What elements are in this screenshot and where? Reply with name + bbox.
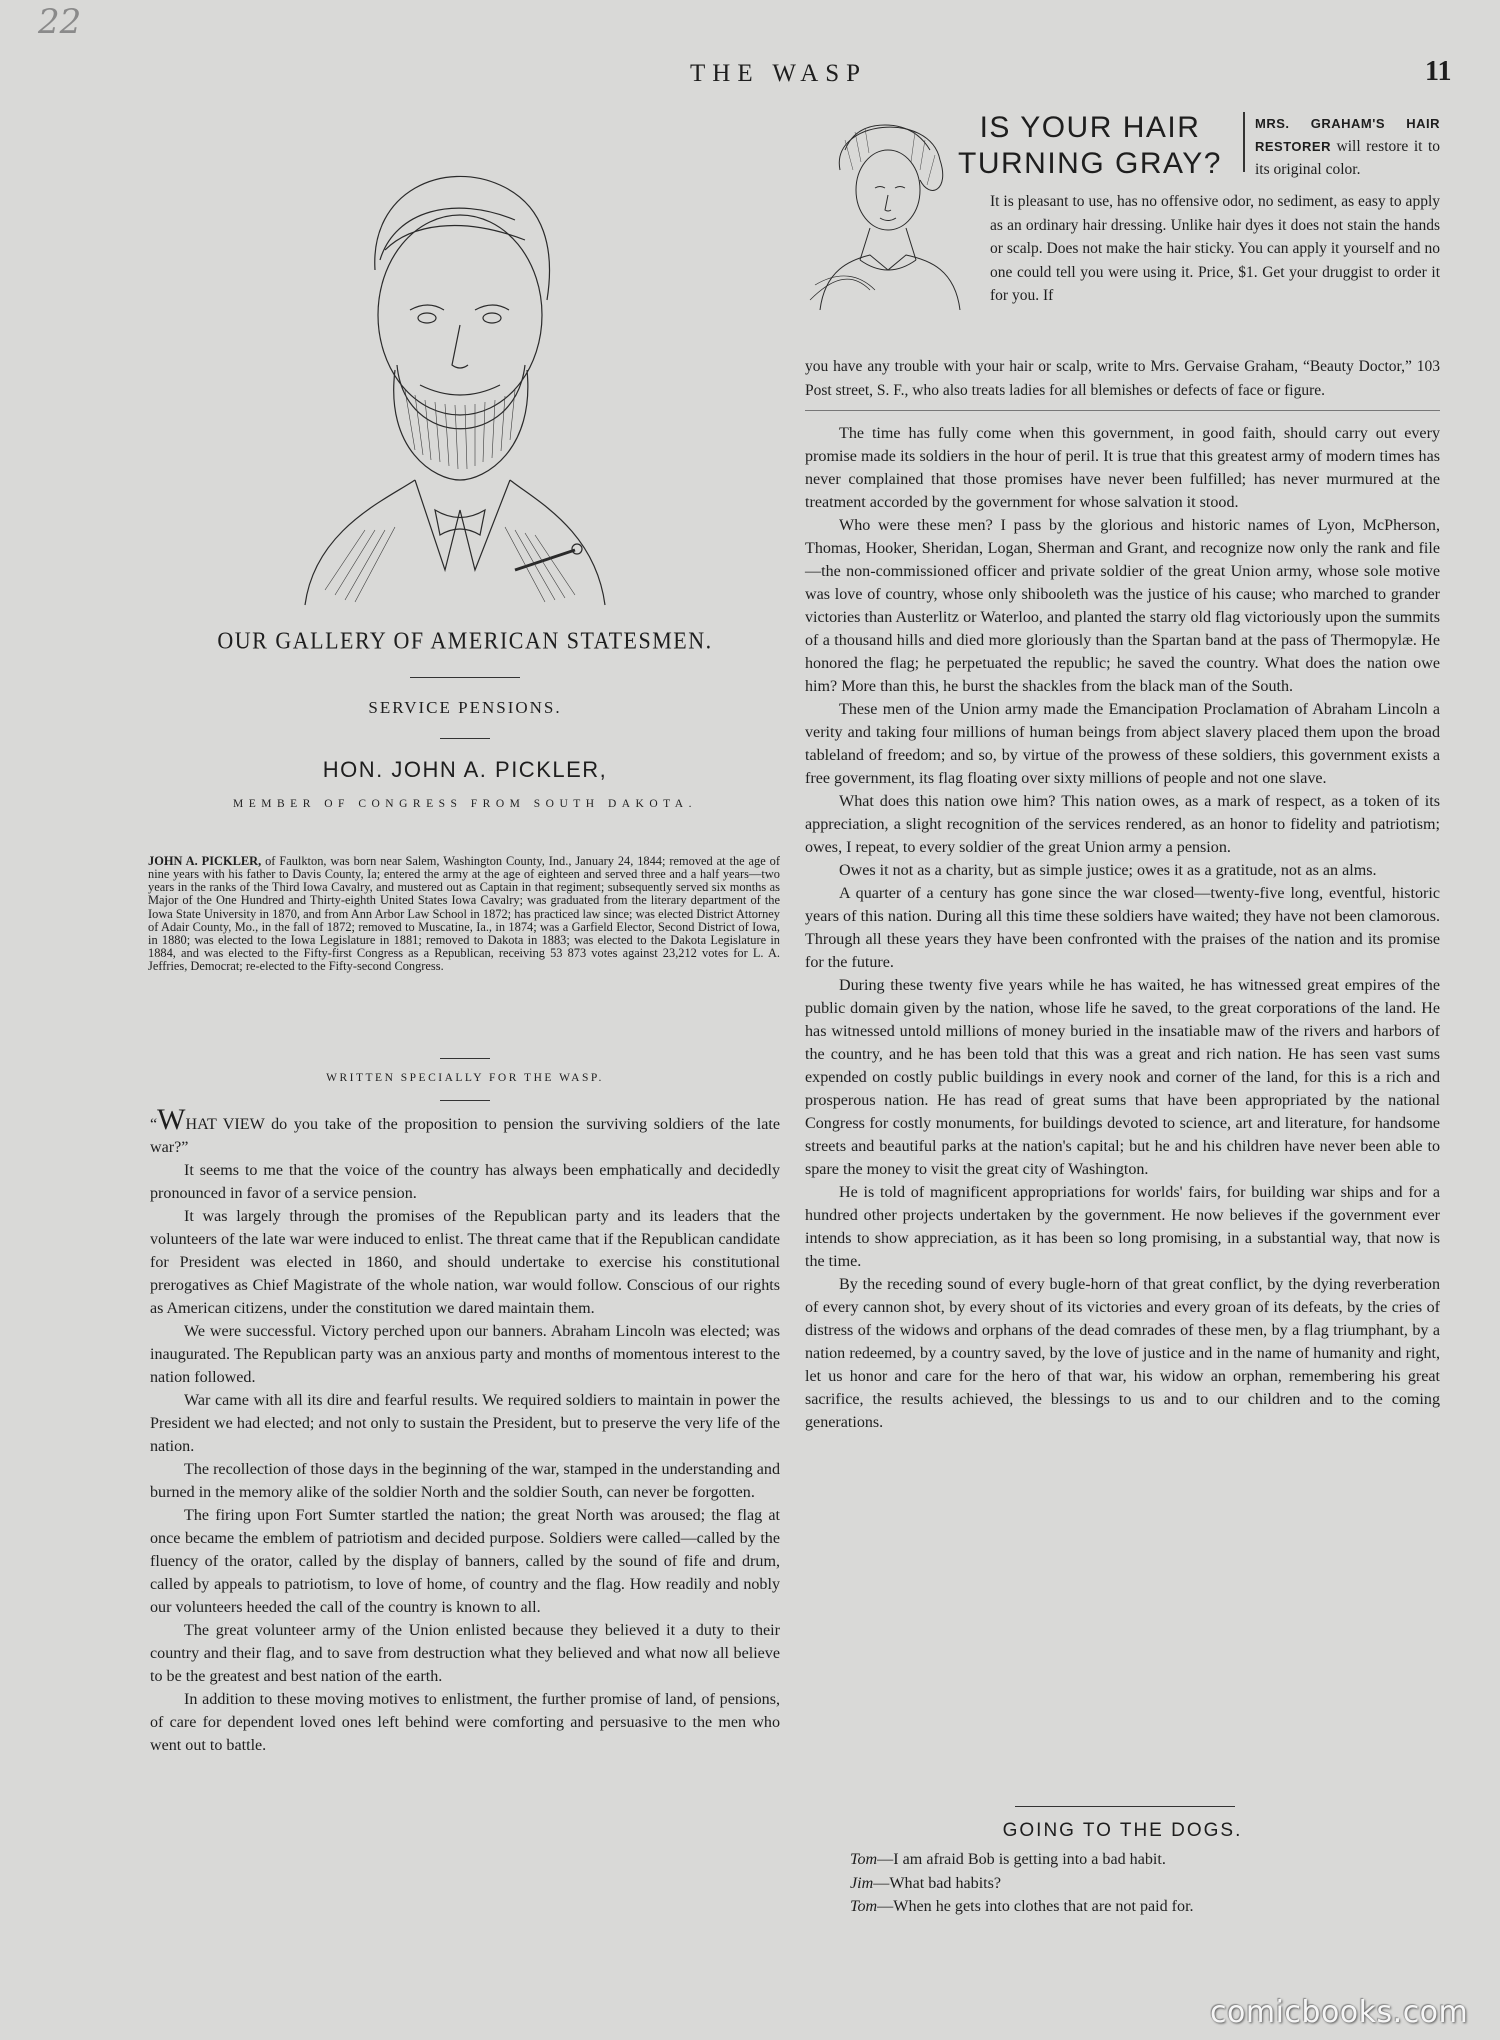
drop-cap: W [157, 1103, 186, 1136]
ad-headline [940, 110, 1240, 182]
joke-dialog [850, 1848, 1440, 1919]
statesman-name: HON. JOHN A. PICKLER, [322, 757, 608, 782]
joke-title: GOING TO THE DOGS. [1002, 1820, 1243, 1841]
ad-product-claim: will restore it to its original color. [1255, 138, 1440, 178]
ad-product-name: MRS. GRAHAM'S HAIR RESTORER [1255, 116, 1440, 154]
article-paragraph: The time has fully come when this government, in good faith, should carry out every promise made its soldiers in the hour of peril. It is true that this greatest army of modern times has never complained that those promises have never been fulfilled; has never murmured at the treatment accorded by the government for whose salvation it stood. [805, 425, 1440, 511]
dialog-speaker: Jim [850, 1874, 874, 1892]
dialog-text: —I am afraid Bob is getting into a bad habit. [877, 1851, 1166, 1868]
page-number: 11 [1425, 56, 1452, 87]
byline: WRITTEN SPECIALLY FOR THE WASP. [326, 1072, 604, 1084]
article-left-column [150, 1103, 780, 1757]
article-paragraph: By the receding sound of every bugle-horn of that great conflict, by the dying reverberation of every cannon shot, by every shout of its victories and every groan of its defeats, by the cries of distress of the widows and orphans of the dead comrades of these men, by a flag triumphant, by a nation redeemed, by a country saved, by the love of justice and in the name of humanity and right, let us honor and care for the hero of that war, his widow an orphan, remembering his great sacrifice, the results achieved, the blessings to us and to our children and to the coming generations. [805, 1276, 1440, 1431]
divider [440, 1058, 490, 1059]
article-paragraph: We were successful. Victory perched upon our banners. Abraham Lincoln was elected; was inaugurated. The Republican party was an anxious party and months of momentous interest to the nation followed. [150, 1323, 780, 1386]
article-paragraph: A quarter of a century has gone since the war closed—twenty-five long, eventful, historic years of this nation. During all this time these soldiers have waited; they have not been clamorous. Through all these years they have been confronted with the praises of the nation and its promise for the future. [805, 885, 1440, 971]
article-paragraph: He is told of magnificent appropriations for worlds' fairs, for building war ships and for a hundred other projects undertaken by the government. He now believes if the government ever intends to show appreciation, as it has been so long promising, in a substantial way, that now is the time. [805, 1184, 1440, 1270]
bio-text: of Faulkton, was born near Salem, Washington County, Ind., January 24, 1844; removed at the age of nine years with his father to Davis County, Ia; entered the army at the age of eighteen and served three and a half years—two years in the ranks of the Third Iowa Cavalry, and mustered out as Captain in that regiment; subsequently served six months as Major of the One Hundred and Thirty-eighth United States Iowa Cavalry; was graduated from the literary department of the Iowa State University in 1870, and from Ann Arbor Law School in 1872; has practiced law since; was elected District Attorney of Adair County, Mo., in the fall of 1872; removed to Muscatine, Ia., in 1874; was a Garfield Elector, Second District of Iowa, in 1880; was elected to the Iowa Legislature in 1881; removed to Dakota in 1883; was elected to the Dakota Legislature in 1884, and was elected to the Fifty-first Congress as a Republican, receiving 53 873 votes against 23,212 votes for L. A. Jeffries, Democrat; re-elected to the Fifty-second Congress. [148, 854, 780, 974]
article-paragraph: The great volunteer army of the Union enlisted because they believed it a duty to their country and their flag, and to save from destruction what they believed and what now all believe to be the greatest and best nation of the earth. [150, 1622, 780, 1685]
statesman-bio [148, 855, 780, 973]
masthead: THE WASP [690, 60, 868, 87]
gallery-title: OUR GALLERY OF AMERICAN STATESMEN. [217, 626, 713, 655]
dialog-line [850, 1895, 1440, 1919]
ad-headline-line2: TURNING GRAY? [958, 147, 1222, 180]
divider [410, 677, 520, 678]
statesman-portrait [285, 150, 625, 610]
dialog-text: —What bad habits? [873, 1874, 1002, 1892]
article-paragraph: It seems to me that the voice of the country has always been emphatically and decidedly pronounced in favor of a service pension. [150, 1162, 780, 1202]
section-subtitle: SERVICE PENSIONS. [368, 698, 562, 717]
divider [1015, 1806, 1235, 1807]
article-paragraph: These men of the Union army made the Emancipation Proclamation of Abraham Lincoln a verity and taking four millions of human beings from abject slavery placed them upon the broad tableland of freedom; and so, by virtue of the prowess of these soldiers, this government exists a free government, its flag floating over sixty millions of people and not one slave. [805, 701, 1440, 787]
article-paragraph: What does this nation owe him? This nation owes, as a mark of respect, as a token of its appreciation, a slight recognition of the services rendered, as an honor to fidelity and patriotism; owes, I repeat, to every soldier of the great Union army a pension. [805, 793, 1440, 856]
dialog-speaker: Tom [850, 1851, 878, 1868]
article-paragraph: Owes it not as a charity, but as simple justice; owes it as a gratitude, not as an alms. [839, 862, 1377, 879]
article-paragraph: The firing upon Fort Sumter startled the nation; the great North was aroused; the flag at once became the emblem of patriotism and decided purpose. Soldiers were called—called by the fluency of the orator, called by the display of banners, called by the sound of fife and drum, called by appeals to patriotism, to love of home, of country and the flag. How readily and nobly our volunteers heeded the call of the country is known to all. [150, 1507, 780, 1616]
dialog-line [850, 1872, 1440, 1896]
ad-body: It is pleasant to use, has no offensive odor, no sediment, as easy to apply as an ordinary hair dressing. Unlike hair dyes it does not stain the hands or scalp. Does not make the hair sticky. You can apply it yourself and no one could tell you were using it. Price, $1. Get your druggist to order it for you. If [990, 193, 1440, 304]
divider [440, 1100, 490, 1101]
site-watermark: comicbooks.com [1210, 1995, 1469, 2030]
article-paragraph: It was largely through the promises of the Republican party and its leaders that the volunteers of the late war were induced to enlist. The threat came that if the Republican candidate for President was elected in 1860, and should undertake to exercise his constitutional prerogatives as Chief Magistrate of the whole nation, war would follow. Conscious of our rights as American citizens, under the constitution we dared maintain them. [150, 1208, 780, 1317]
opening-text: HAT VIEW do you take of the proposition to pension the surviving soldiers of the late war?” [150, 1116, 780, 1156]
divider [440, 738, 490, 739]
dialog-text: —When he gets into clothes that are not paid for. [877, 1898, 1194, 1915]
dialog-speaker: Tom [850, 1898, 878, 1915]
ad-product-intro [1255, 112, 1440, 181]
opening-quote: “ [150, 1116, 158, 1133]
article-paragraph: War came with all its dire and fearful results. We required soldiers to maintain in power the President we had elected; and not only to sustain the President, but to preserve the very life of the nation. [150, 1392, 780, 1455]
article-paragraph: Who were these men? I pass by the glorious and historic names of Lyon, McPherson, Thomas, Hooker, Sheridan, Logan, Sherman and Grant, and recognize now only the rank and file—the non-commissioned officer and private soldier of the great Union army, whose sole motive was love of country, whose only shibooleth was the justice of his cause; who marched to grander victories than Austerlitz or Waterloo, and planted the starry old flag victoriously upon the summits of a thousand hills and died more gloriously than the Spartan band at the pass of Thermopylæ. He honored the flag; he perpetuated the republic; he saved the country. What does the nation owe him? More than this, he burst the shackles from the black man of the South. [805, 517, 1440, 695]
ad-contact: you have any trouble with your hair or scalp, write to Mrs. Gervaise Graham, “Beauty Doctor,” 103 Post street, S. F., who also treats ladies for all blemishes or defects of face or figure. [805, 358, 1440, 399]
ad-headline-line1: IS YOUR HAIR [979, 111, 1201, 144]
divider [805, 410, 1440, 411]
statesman-office: MEMBER OF CONGRESS FROM SOUTH DAKOTA. [233, 798, 697, 810]
ad-divider [1243, 112, 1245, 172]
article-paragraph: The recollection of those days in the beginning of the war, stamped in the understanding and burned in the memory alike of the soldier North and the soldier South, can never be forgotten. [150, 1461, 780, 1501]
bio-lead: JOHN A. PICKLER, [148, 854, 262, 868]
article-paragraph: In addition to these moving motives to enlistment, the further promise of land, of pensions, of care for dependent loved ones left behind were comforting and persuasive to the men who went out to battle. [150, 1691, 780, 1754]
handwritten-page-number: 22 [38, 2, 82, 42]
dialog-line [850, 1848, 1440, 1872]
article-paragraph: During these twenty five years while he has waited, he has witnessed great empires of the public domain given by the nation, whose life he saved, to the great corporations of the land. He has witnessed untold millions of money buried in the insatiable maw of the rivers and harbors of the country, and he has been told that this was a great and rich nation. He has seen vast sums expended on costly public buildings in every nook and corner of the land, for this is a rich and prosperous nation. He has read of great sums that have been appropriated by the national Congress for costly monuments, for buildings devoted to science, art and literature, for handsome streets and beautiful parks at the nation's capital; but he and his children have never been able to spare the money to visit the great city of Washington. [805, 977, 1440, 1178]
article-right-column [805, 422, 1440, 1434]
article-opening [150, 1103, 780, 1159]
